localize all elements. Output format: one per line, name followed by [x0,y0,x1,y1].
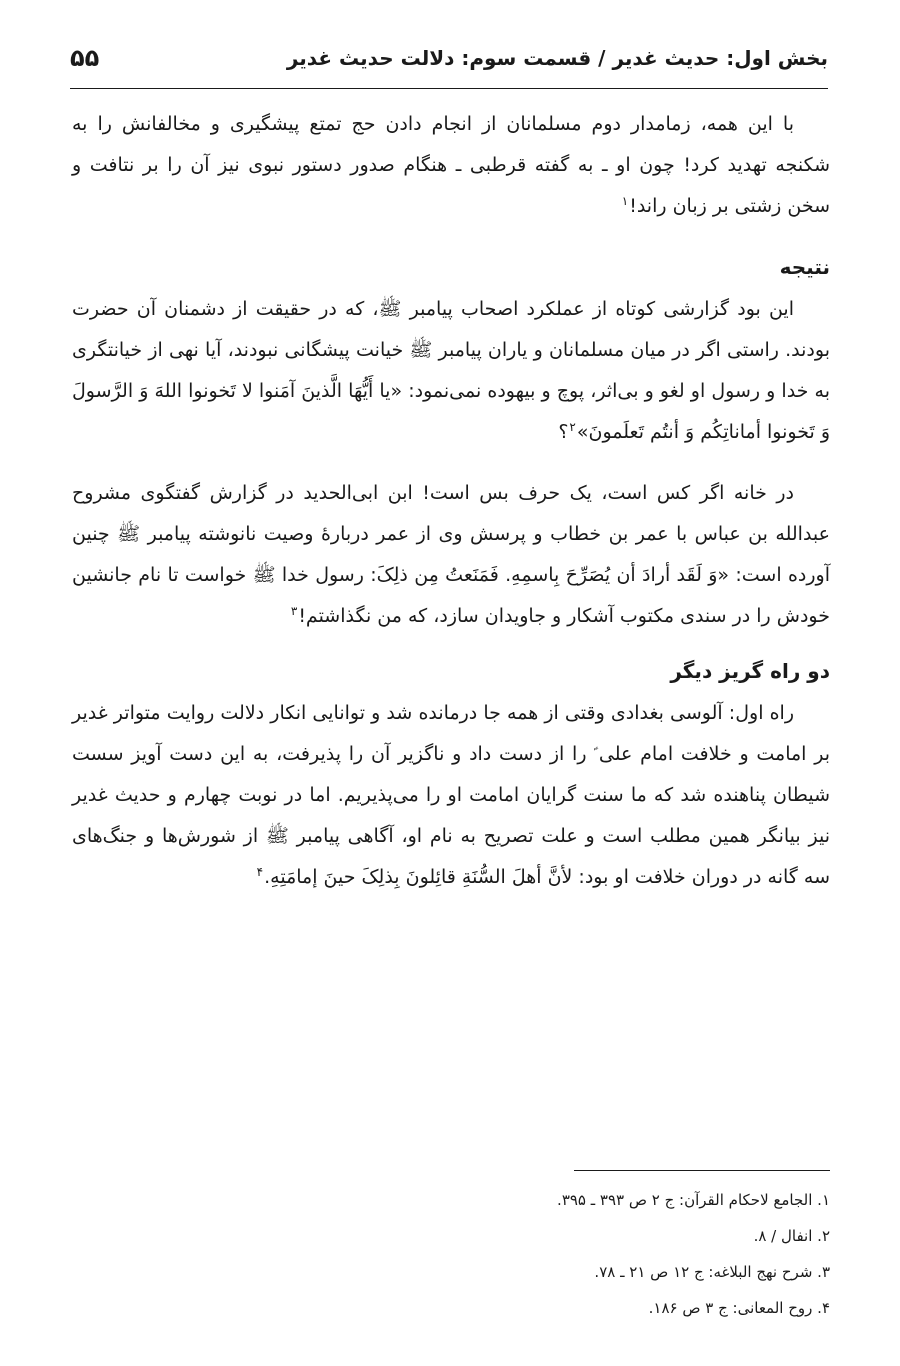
heading-two-escape-routes: دو راه گریز دیگر [670,659,830,683]
footnote-3: ۳. شرح نهج البلاغه: ج ۱۲ ص ۲۱ ـ ۷۸. [594,1263,830,1281]
header-divider [70,88,828,89]
paragraph-2 [72,289,830,453]
footnote-ref-2[interactable]: ۲ [569,419,576,434]
paragraph-3 [72,473,830,637]
paragraph-4-text: راه اول: آلوسی بغدادی وقتی از همه جا درمانده شد و توانایی انکار دلالت روایت متواتر غدیر بر امامت و خلافت امام علی ؑ را از دست داد و ناگزیر آن را پذیرفت، به این دست آویز سست شیطان پناهنده شد که ما سنت گرایان امامت او را می‌پذیریم. اما در نوبت چهارم و حدیث غدیر نیز بیانگر همین مطلب است و علت تصریح به نام او، آگاهی پیامبر ﷺ از شورش‌ها و جنگ‌های سه گانه در دوران خلافت او بود: لأنَّ أهلَ السُّنَةِ قائِلونَ بِذلِکَ حینَ إمامَتِهِ. [72,702,830,888]
paragraph-1 [72,104,830,227]
footnote-ref-3[interactable]: ۳ [290,603,298,618]
main-text [72,104,830,918]
page-number: ۵۵ [70,44,100,72]
paragraph-2-text: این بود گزارشی کوتاه از عملکرد اصحاب پیامبر ﷺ، که در حقیقت از دشمنان آن حضرت بودند. راستی اگر در میان مسلمانان و یاران پیامبر ﷺ خیانت پیشگانی نبودند، آیا نهی از خیانتگری به خدا و رسول او لغو و بی‌اثر، پوچ و بیهوده نمی‌نمود: «یا أَیُّهَا الَّذینَ آمَنوا لا تَخونوا اللهَ وَ الرَّسولَ وَ تَخونوا أماناتِکُم وَ أنتُم تَعلَمونَ» [72,298,830,443]
paragraph-2-tail: ؟ [558,421,569,443]
footnote-1: ۱. الجامع لاحکام القرآن: ج ۲ ص ۳۹۳ ـ ۳۹۵. [557,1191,830,1209]
heading-natije: نتیجه [779,255,830,279]
footnotes [72,1182,830,1326]
paragraph-1-text: با این همه، زمامدار دوم مسلمانان از انجام دادن حج تمتع پیشگیری و مخالفانش را به شکنجه تهدید کرد! چون او ـ به گفته قرطبی ـ هنگام صدور دستور نبوی نیز آن را بر نتافت و سخن زشتی بر زبان راند! [72,113,830,217]
footnote-divider [574,1170,830,1171]
paragraph-4 [72,693,830,898]
running-title: بخش اول: حدیث غدیر / قسمت سوم: دلالت حدیث غدیر [286,46,828,70]
footnote-ref-1[interactable]: ۱ [621,193,629,208]
footnote-4: ۴. روح المعانی: ج ۳ ص ۱۸۶. [648,1299,830,1317]
paragraph-3-text: در خانه اگر کس است، یک حرف بس است! ابن ابی‌الحدید در گزارش گفتگوی مشروح عبدالله بن عباس با عمر بن خطاب و پرسش وی از عمر دربارهٔ وصیت نانوشته پیامبر ﷺ چنین آورده است: «وَ لَقَد أرادَ أن یُصَرِّحَ بِاسمِهِ. فَمَنَعتُ مِن ذلِکَ: رسول خدا ﷺ خواست تا نام جانشین خودش را در سندی مکتوب آشکار و جاویدان سازد، که من نگذاشتم! [72,482,830,627]
footnote-2: ۲. انفال / ۸. [753,1227,830,1245]
footnote-ref-4[interactable]: ۴ [256,864,264,879]
running-header [70,38,828,78]
